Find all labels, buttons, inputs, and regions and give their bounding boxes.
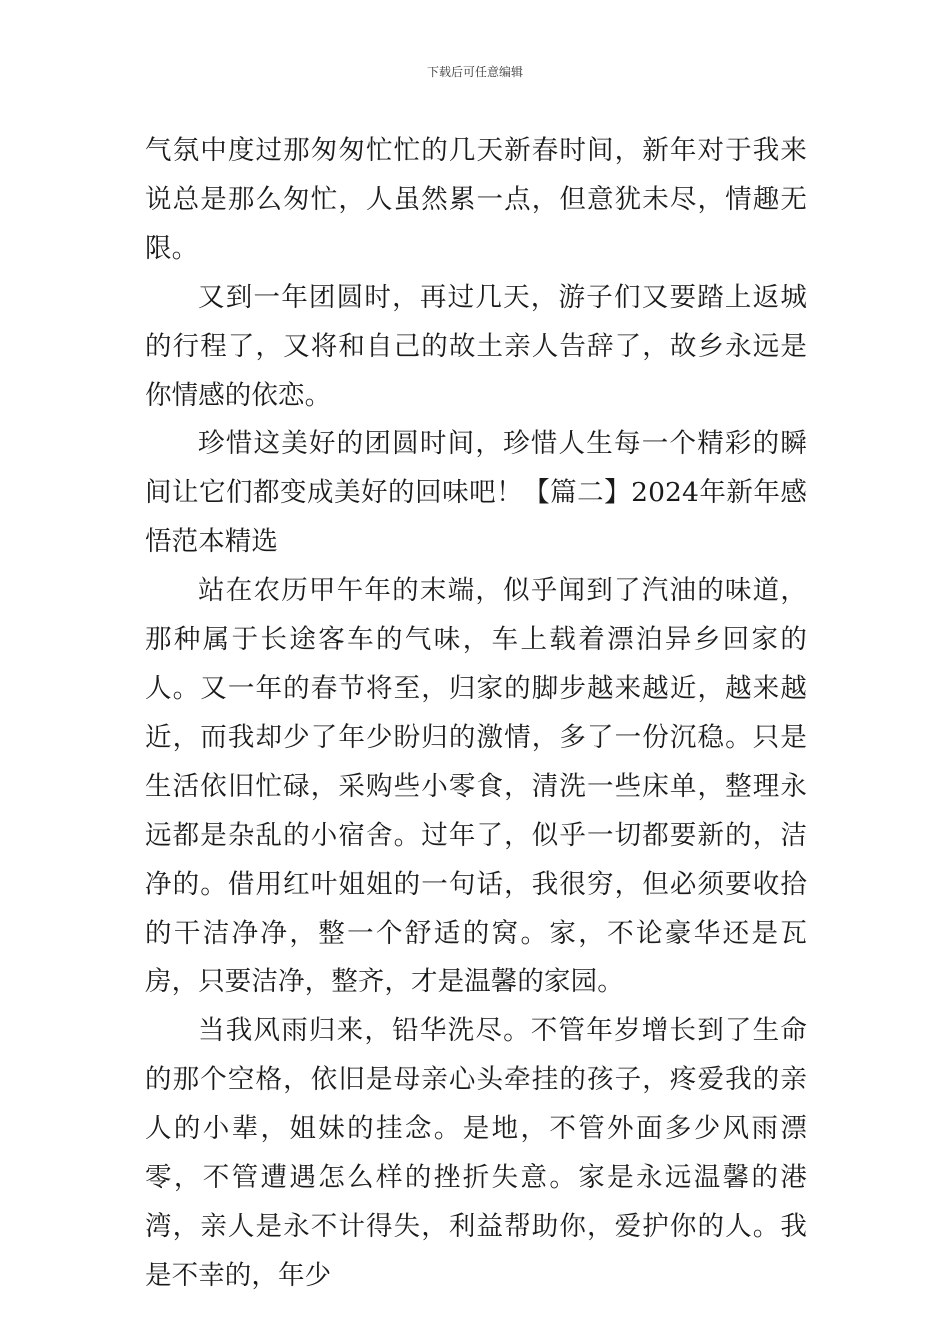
paragraph: 当我风雨归来，铅华洗尽。不管年岁增长到了生命的那个空格，依旧是母亲心头牵挂的孩子，疼爱我的亲人的小辈，姐妹的挂念。是地，不管外面多少风雨漂零，不管遭遇怎么样的挫折失意。家是永远温馨的港湾，亲人是永不计得失，利益帮助你，爱护你的人。我是不幸的，年少: [145, 1015, 807, 1291]
page-header: 下载后可任意编辑: [426, 65, 523, 79]
document-body: [145, 127, 807, 1301]
paragraph: 又到一年团圆时，再过几天，游子们又要踏上返城的行程了，又将和自己的故土亲人告辞了，故乡永远是你情感的依恋。: [145, 281, 807, 411]
paragraph: 珍惜这美好的团圆时间，珍惜人生每一个精彩的瞬间让它们都变成美好的回味吧！【篇二】2024年新年感悟范本精选: [145, 428, 807, 558]
paragraph-continued: 气氛中度过那匆匆忙忙的几天新春时间，新年对于我来说总是那么匆忙，人虽然累一点，但意犹未尽，情趣无限。: [145, 135, 807, 264]
paragraph: 站在农历甲午年的末端，似乎闻到了汽油的味道，那种属于长途客车的气味，车上载着漂泊异乡回家的人。又一年的春节将至，归家的脚步越来越近，越来越近，而我却少了年少盼归的激情，多了一份沉稳。只是生活依旧忙碌，采购些小零食，清洗一些床单，整理永远都是杂乱的小宿舍。过年了，似乎一切都要新的，洁净的。借用红叶姐姐的一句话，我很穷，但必须要收拾的干洁净净，整一个舒适的窝。家，不论豪华还是瓦房，只要洁净，整齐，才是温馨的家园。: [145, 575, 807, 998]
